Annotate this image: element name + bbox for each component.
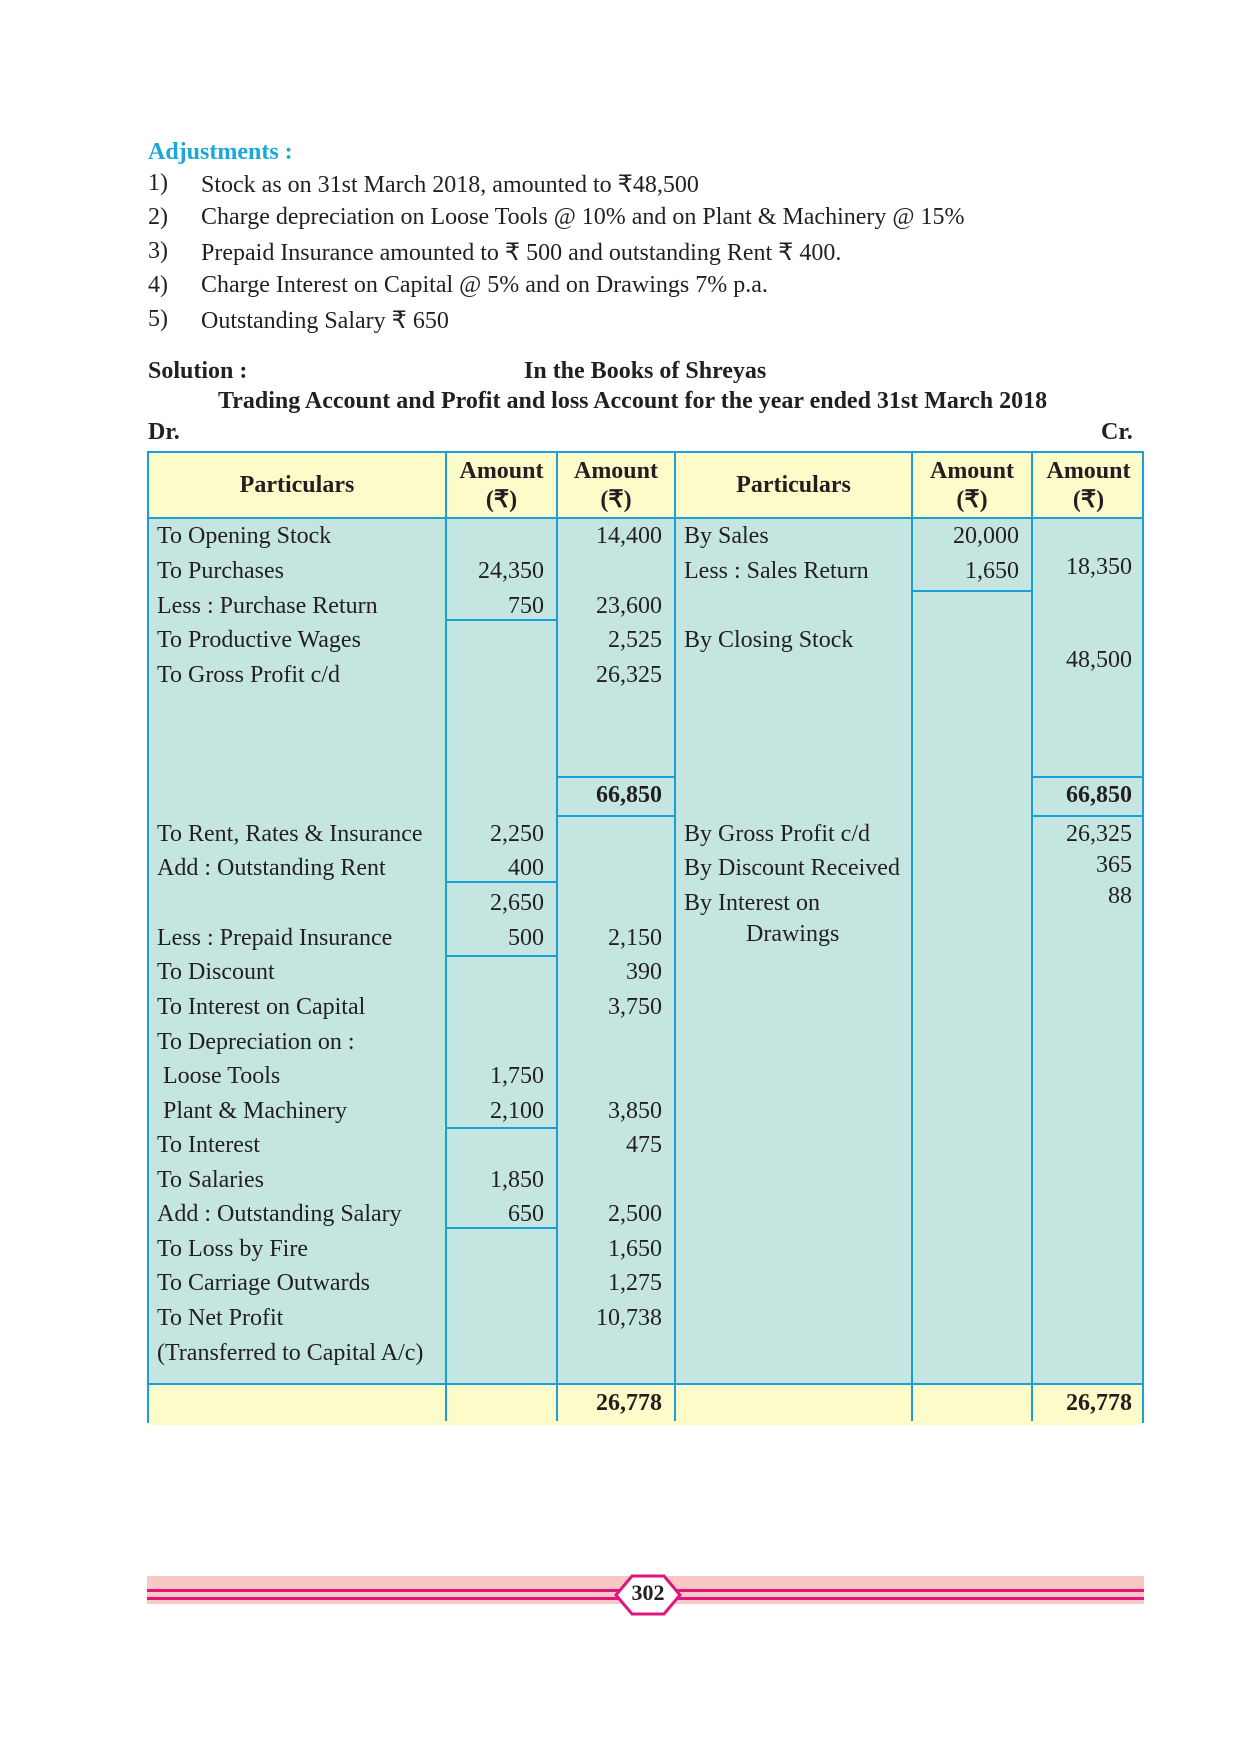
adjustment-number: 3) [148,238,168,264]
adjustment-text: Charge Interest on Capital @ 5% and on Drawings 7% p.a. [201,272,768,298]
trading-debit-amount: 26,325 [596,662,662,688]
solution-label: Solution : [148,358,248,384]
pl-debit-amount: 2,500 [608,1201,662,1227]
pl-credit-amount: 88 [1108,883,1132,909]
total-rule [1033,815,1144,817]
header-amount: Amount [1046,458,1131,484]
trading-debit-subamount: 24,350 [478,558,544,584]
pl-credit-label: By Gross Profit c/d [684,821,870,847]
trading-credit-label: By Sales [684,523,769,549]
pl-credit-label: By Interest on [684,890,820,916]
pl-debit-amount: 3,850 [608,1098,662,1124]
pl-debit-label: Loose Tools [163,1063,281,1089]
pl-debit-label: To Loss by Fire [157,1236,308,1262]
trading-debit-total: 66,850 [596,782,662,808]
pl-debit-label: Add : Outstanding Rent [157,855,386,881]
pl-debit-label: To Net Profit [157,1305,284,1331]
column-divider [911,453,913,1421]
total-rule [1033,776,1144,778]
pl-debit-amount: 1,275 [608,1270,662,1296]
page-number: 302 [631,1580,665,1605]
trading-credit-amount: 48,500 [1066,647,1132,673]
pl-debit-amount: 2,150 [608,925,662,951]
trading-debit-label: To Gross Profit c/d [157,662,340,688]
pl-debit-subamount: 2,100 [490,1098,544,1124]
pl-debit-label: To Rent, Rates & Insurance [157,821,423,847]
pl-debit-total: 26,778 [596,1390,662,1416]
column-divider [674,453,676,1421]
trading-credit-subamount: 1,650 [965,558,1019,584]
subtotal-rule [447,955,556,957]
header-rupee: (₹) [600,487,632,513]
trading-profit-loss-account [147,451,1144,1423]
trading-credit-amount: 18,350 [1066,554,1132,580]
adjustment-text: Charge depreciation on Loose Tools @ 10% and on Plant & Machinery @ 15% [201,204,965,230]
header-amount: Amount [929,458,1014,484]
pl-credit-amount: 365 [1096,852,1132,878]
pl-debit-subamount: 2,650 [490,890,544,916]
pl-debit-subamount: 500 [508,925,544,951]
pl-credit-label: Drawings [746,921,840,947]
header-rupee: (₹) [956,487,988,513]
debit-label: Dr. [148,419,180,445]
subtotal-rule [913,590,1031,592]
trading-debit-label: To Purchases [157,558,284,584]
pl-debit-label: To Interest on Capital [157,994,366,1020]
trading-credit-total: 66,850 [1066,782,1132,808]
header-particulars-credit: Particulars [736,472,851,498]
trading-debit-label: To Opening Stock [157,523,332,549]
trading-credit-subamount: 20,000 [953,523,1019,549]
pl-credit-total: 26,778 [1066,1390,1132,1416]
pl-debit-label: To Discount [157,959,275,985]
pl-debit-amount: 475 [626,1132,662,1158]
pl-debit-label: To Carriage Outwards [157,1270,370,1296]
pl-credit-label: By Discount Received [684,855,900,881]
pl-debit-subamount: 1,850 [490,1167,544,1193]
adjustment-number: 1) [148,170,168,196]
adjustment-number: 5) [148,306,168,332]
pl-debit-subamount: 1,750 [490,1063,544,1089]
adjustment-text: Outstanding Salary ₹ 650 [201,308,449,334]
pl-debit-label: To Depreciation on : [157,1029,355,1055]
adjustments-heading: Adjustments : [148,139,293,165]
trading-debit-label: To Productive Wages [157,627,361,653]
adjustment-text: Prepaid Insurance amounted to ₹ 500 and outstanding Rent ₹ 400. [201,240,842,266]
adjustment-number: 2) [148,204,168,230]
credit-label: Cr. [1101,419,1133,445]
pl-debit-subamount: 2,250 [490,821,544,847]
trading-debit-amount: 2,525 [608,627,662,653]
header-amount: Amount [573,458,658,484]
pl-debit-subamount: 400 [508,855,544,881]
account-title: Trading Account and Profit and loss Account for the year ended 31st March 2018 [218,388,1048,414]
trading-debit-subamount: 750 [508,593,544,619]
books-title: In the Books of Shreyas [524,358,767,384]
pl-credit-amount: 26,325 [1066,821,1132,847]
trading-credit-label: Less : Sales Return [684,558,869,584]
pl-debit-label: Add : Outstanding Salary [157,1201,402,1227]
pl-debit-label: To Interest [157,1132,260,1158]
pl-debit-amount: 1,650 [608,1236,662,1262]
trading-credit-label: By Closing Stock [684,627,854,653]
trading-debit-label: Less : Purchase Return [157,593,378,619]
pl-debit-label: Plant & Machinery [163,1098,347,1124]
subtotal-rule [447,1127,556,1129]
column-divider [1031,453,1033,1421]
pl-debit-label: To Salaries [157,1167,264,1193]
adjustment-text: Stock as on 31st March 2018, amounted to ₹48,500 [201,172,699,198]
trading-debit-amount: 14,400 [596,523,662,549]
total-rule [558,776,674,778]
header-rupee: (₹) [1072,487,1105,513]
pl-debit-amount: 10,738 [596,1305,662,1331]
header-rupee: (₹) [485,487,518,513]
total-rule [558,815,674,817]
header-particulars-debit: Particulars [239,472,355,498]
pl-debit-amount: 390 [626,959,662,985]
trading-debit-amount: 23,600 [596,593,662,619]
header-amount: Amount [459,458,544,484]
pl-debit-label: Less : Prepaid Insurance [157,925,393,951]
pl-debit-amount: 3,750 [608,994,662,1020]
pl-debit-subamount: 650 [508,1201,544,1227]
adjustment-number: 4) [148,272,168,298]
pl-debit-label: (Transferred to Capital A/c) [157,1340,424,1366]
